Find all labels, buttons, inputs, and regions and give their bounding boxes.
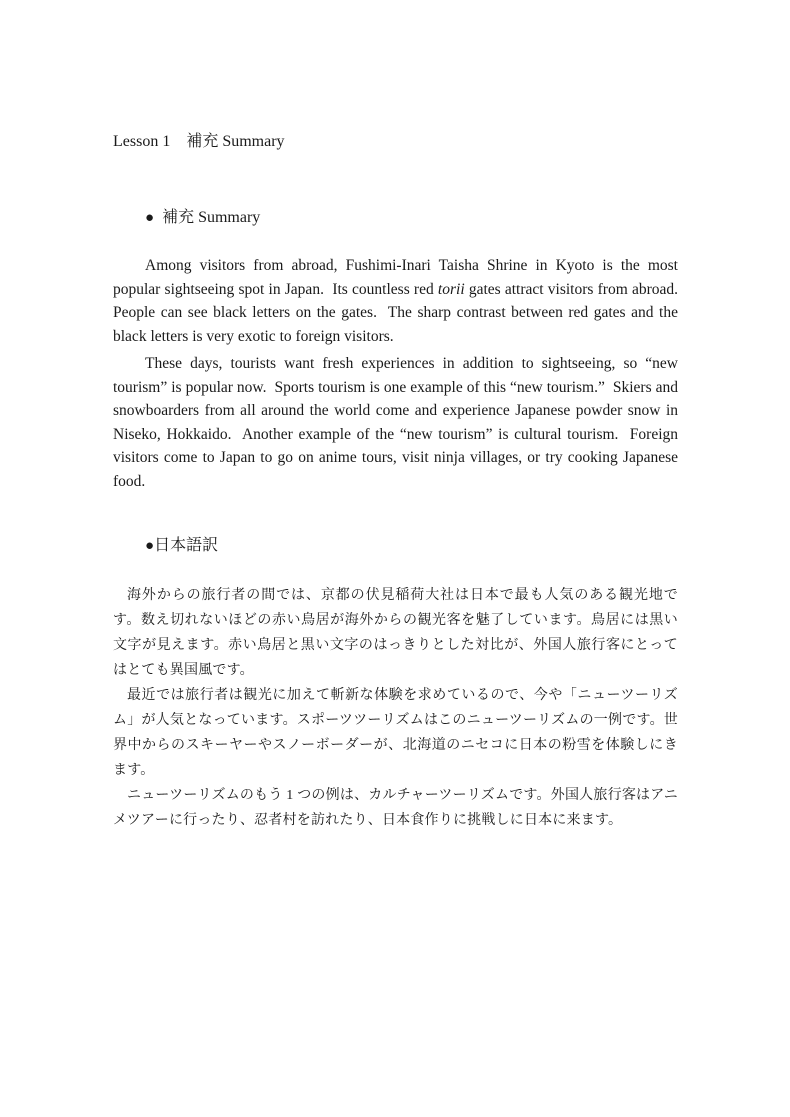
bullet-icon: ●: [145, 538, 155, 554]
japanese-paragraph-2: 最近では旅行者は観光に加えて斬新な体験を求めているので、今や「ニューツーリズム」が人気となっています。スポーツツーリズムはこのニューツーリズムの一例です。世界中からのスキーヤーやスノーボーダーが、北海道のニセコに日本の粉雪を体験しにきます。: [113, 688, 678, 778]
paragraph-text: gates attract visitors from abroad. People can see black letters on the gates. The sharp contrast between red gates and the black letters is very exotic to foreign visitors.: [113, 280, 686, 345]
japanese-paragraph-1: 海外からの旅行者の間では、京都の伏見稲荷大社は日本で最も人気のある観光地です。数え切れないほどの赤い鳥居が海外からの観光客を魅了しています。鳥居には黒い文字が見えます。赤い鳥居と黒い文字のはっきりとした対比が、外国人旅行客にとってはとても異国風です。: [113, 588, 678, 678]
summary-english-heading-label: 補充 Summary: [162, 209, 261, 226]
summary-english-paragraph-1: [113, 254, 686, 348]
summary-english-paragraph-2: These days, tourists want fresh experiences in addition to sightseeing, so “new tourism” is popular now. Sports tourism is one example of this “new tourism.” Skiers and snowboarders from all around the world come and experience Japanese powder snow in Niseko, Hokkaido. Another example of the “new tourism” is cultural tourism. Foreign visitors come to Japan to go on anime tours, visit ninja villages, or try cooking Japanese food.: [113, 355, 682, 490]
document-content: [113, 131, 686, 833]
japanese-translation-heading-label: 日本語訳: [154, 537, 219, 554]
paragraph-text: Among visitors from abroad, Fushimi-Inari Taisha Shrine in Kyoto is the most popular sightseeing spot in Japan. Its countless red: [113, 257, 682, 298]
summary-english-heading: [113, 185, 678, 251]
japanese-translation-heading: [113, 513, 678, 579]
section-summary-english: [113, 185, 686, 493]
lesson-title: Lesson 1 補充 Summary: [113, 133, 285, 150]
torii-italic-word: torii: [437, 280, 465, 298]
japanese-paragraph-3: ニューツーリズムのもう 1 つの例は、カルチャーツーリズムです。外国人旅行客はアニメツアーに行ったり、忍者村を訪れたり、日本食作りに挑戦しに日本に来ます。: [113, 788, 678, 828]
bullet-icon: ●: [145, 210, 155, 226]
section-japanese-translation: [113, 513, 678, 833]
